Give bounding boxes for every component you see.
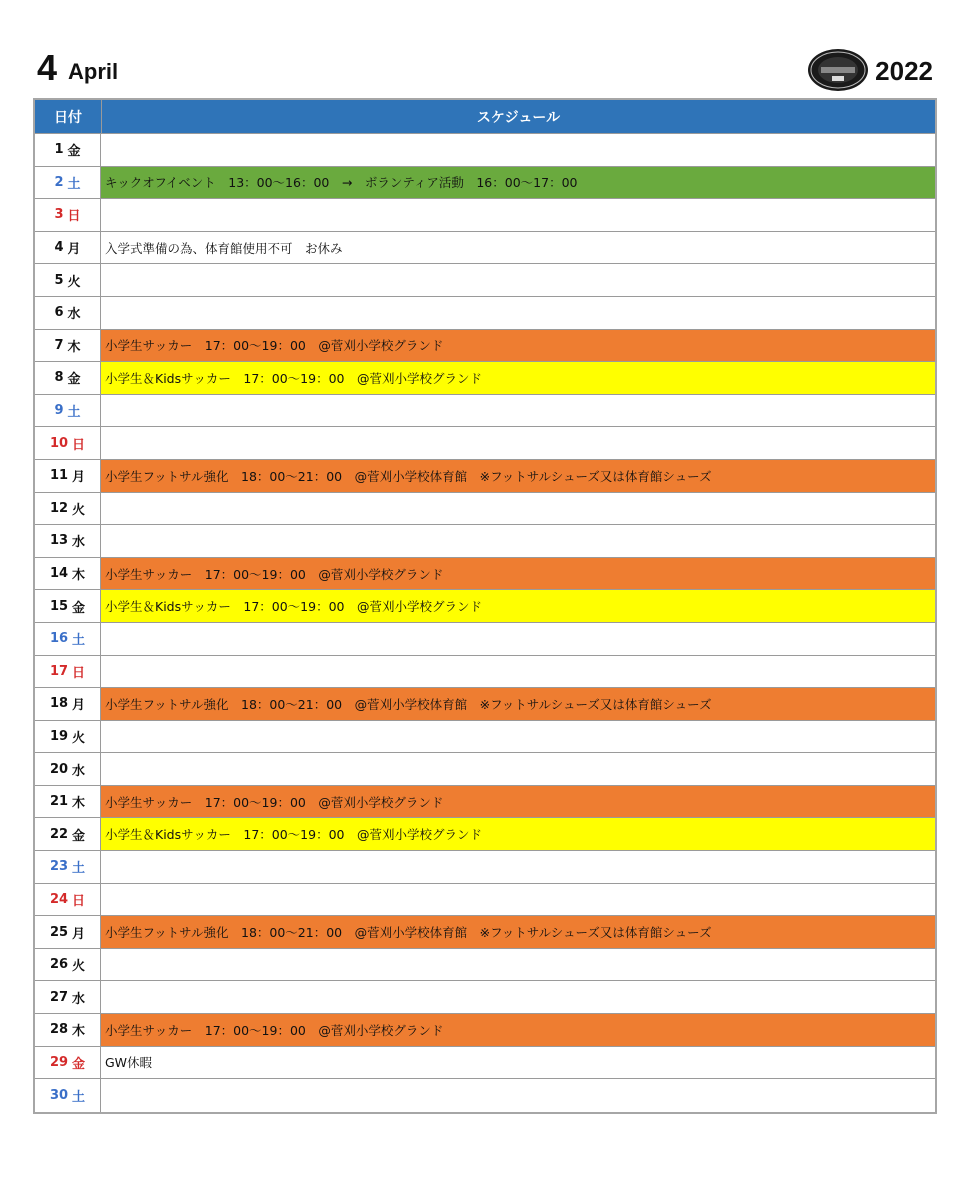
club-emblem-icon <box>807 48 869 92</box>
day-number: 6 <box>54 305 64 321</box>
page-header <box>33 44 935 98</box>
schedule-cell: 小学生フットサル強化 18：00〜21：00 @菅刈小学校体育館 ※フットサルシューズ又は体育館シューズ <box>101 916 935 948</box>
schedule-cell <box>101 851 935 883</box>
table-row <box>35 884 935 917</box>
day-of-week: 火 <box>72 730 86 746</box>
day-number: 17 <box>49 663 69 679</box>
schedule-cell <box>101 134 935 166</box>
table-row <box>35 590 935 623</box>
date-cell <box>35 916 101 948</box>
table-row <box>35 167 935 200</box>
schedule-cell <box>101 721 935 753</box>
day-of-week: 月 <box>72 698 86 714</box>
schedule-cell: 小学生サッカー 17：00〜19：00 @菅刈小学校グランド <box>101 786 935 818</box>
table-row <box>35 656 935 689</box>
schedule-cell <box>101 1079 935 1112</box>
day-number: 1 <box>54 142 64 158</box>
day-number: 24 <box>49 891 69 907</box>
date-cell <box>35 134 101 166</box>
day-of-week: 水 <box>72 535 86 551</box>
month-name: April <box>68 59 119 84</box>
day-number: 9 <box>54 403 64 419</box>
day-number: 5 <box>54 272 64 288</box>
table-body <box>35 134 935 1112</box>
day-of-week: 火 <box>72 959 86 975</box>
schedule-cell <box>101 297 935 329</box>
day-of-week: 水 <box>67 307 81 323</box>
date-cell <box>35 297 101 329</box>
date-cell <box>35 818 101 850</box>
table-row <box>35 688 935 721</box>
date-cell <box>35 949 101 981</box>
day-number: 14 <box>49 566 69 582</box>
schedule-cell <box>101 981 935 1013</box>
year: 2022 <box>875 56 933 86</box>
day-of-week: 土 <box>72 861 86 877</box>
schedule-cell <box>101 949 935 981</box>
schedule-cell: 小学生サッカー 17：00〜19：00 @菅刈小学校グランド <box>101 558 935 590</box>
day-of-week: 火 <box>72 502 86 518</box>
schedule-cell <box>101 427 935 459</box>
day-number: 15 <box>49 598 69 614</box>
date-cell <box>35 753 101 785</box>
day-of-week: 木 <box>72 796 86 812</box>
schedule-cell: 小学生＆Kidsサッカー 17：00〜19：00 @菅刈小学校グランド <box>101 818 935 850</box>
date-cell <box>35 1014 101 1046</box>
day-of-week: 木 <box>72 568 86 584</box>
table-row <box>35 264 935 297</box>
day-number: 20 <box>49 761 69 777</box>
table-row <box>35 362 935 395</box>
schedule-cell: 小学生サッカー 17：00〜19：00 @菅刈小学校グランド <box>101 330 935 362</box>
schedule-cell <box>101 395 935 427</box>
date-cell <box>35 884 101 916</box>
date-cell <box>35 590 101 622</box>
day-of-week: 火 <box>67 274 81 290</box>
day-number: 25 <box>49 924 69 940</box>
date-cell <box>35 167 101 199</box>
date-cell <box>35 362 101 394</box>
table-row <box>35 818 935 851</box>
day-of-week: 水 <box>72 763 86 779</box>
schedule-cell: キックオフイベント 13：00〜16：00 → ボランティア活動 16：00〜17：00 <box>101 167 935 199</box>
date-cell <box>35 264 101 296</box>
day-of-week: 水 <box>72 991 86 1007</box>
day-of-week: 金 <box>72 1056 86 1072</box>
day-number: 12 <box>49 500 69 516</box>
day-of-week: 金 <box>72 600 86 616</box>
date-cell <box>35 981 101 1013</box>
table-row <box>35 232 935 265</box>
schedule-cell <box>101 656 935 688</box>
date-cell <box>35 851 101 883</box>
month-number: 4 <box>37 47 58 88</box>
date-cell <box>35 1047 101 1079</box>
day-of-week: 日 <box>72 665 86 681</box>
date-cell <box>35 493 101 525</box>
day-of-week: 土 <box>72 633 86 649</box>
day-of-week: 日 <box>67 209 81 225</box>
day-number: 28 <box>49 1022 69 1038</box>
date-cell <box>35 558 101 590</box>
day-number: 4 <box>54 240 64 256</box>
day-of-week: 土 <box>67 176 81 192</box>
schedule-cell: 小学生フットサル強化 18：00〜21：00 @菅刈小学校体育館 ※フットサルシューズ又は体育館シューズ <box>101 460 935 492</box>
schedule-cell <box>101 623 935 655</box>
day-of-week: 土 <box>67 405 81 421</box>
day-of-week: 土 <box>72 1090 86 1106</box>
schedule-cell: 小学生フットサル強化 18：00〜21：00 @菅刈小学校体育館 ※フットサルシューズ又は体育館シューズ <box>101 688 935 720</box>
day-of-week: 金 <box>67 144 81 160</box>
day-of-week: 木 <box>67 339 81 355</box>
table-row <box>35 460 935 493</box>
day-number: 16 <box>49 631 69 647</box>
day-number: 23 <box>49 859 69 875</box>
day-number: 8 <box>54 370 64 386</box>
table-row <box>35 395 935 428</box>
schedule-cell: 入学式準備の為、体育館使用不可 お休み <box>105 240 343 256</box>
table-row <box>35 1014 935 1047</box>
date-cell <box>35 1079 101 1112</box>
day-number: 18 <box>49 696 69 712</box>
date-cell <box>35 460 101 492</box>
table-row <box>35 525 935 558</box>
schedule-cell: 小学生＆Kidsサッカー 17：00〜19：00 @菅刈小学校グランド <box>101 362 935 394</box>
table-row <box>35 623 935 656</box>
table-row <box>35 721 935 754</box>
day-of-week: 金 <box>72 828 86 844</box>
date-cell <box>35 427 101 459</box>
table-row <box>35 981 935 1014</box>
schedule-cell <box>101 884 935 916</box>
table-row <box>35 427 935 460</box>
schedule-cell: GW休暇 <box>105 1055 153 1071</box>
schedule-cell <box>101 493 935 525</box>
schedule-cell <box>101 264 935 296</box>
day-number: 7 <box>54 337 64 353</box>
day-of-week: 月 <box>72 470 86 486</box>
schedule-cell <box>101 199 935 231</box>
table-row <box>35 916 935 949</box>
day-number: 19 <box>49 728 69 744</box>
day-number: 29 <box>49 1054 69 1070</box>
date-cell <box>35 623 101 655</box>
schedule-table <box>33 98 937 1114</box>
schedule-cell <box>101 525 935 557</box>
date-column-header: 日付 <box>35 100 102 133</box>
date-cell <box>35 330 101 362</box>
day-of-week: 日 <box>72 893 86 909</box>
table-row <box>35 753 935 786</box>
day-number: 27 <box>49 989 69 1005</box>
table-row <box>35 1047 935 1080</box>
schedule-cell: 小学生サッカー 17：00〜19：00 @菅刈小学校グランド <box>101 1014 935 1046</box>
day-of-week: 月 <box>72 926 86 942</box>
day-number: 2 <box>54 174 64 190</box>
schedule-cell <box>101 753 935 785</box>
date-cell <box>35 721 101 753</box>
table-row <box>35 134 935 167</box>
schedule-cell: 小学生＆Kidsサッカー 17：00〜19：00 @菅刈小学校グランド <box>101 590 935 622</box>
table-row <box>35 297 935 330</box>
day-of-week: 月 <box>67 242 81 258</box>
date-cell <box>35 395 101 427</box>
table-row <box>35 558 935 591</box>
day-of-week: 木 <box>72 1024 86 1040</box>
day-number: 30 <box>49 1088 69 1104</box>
table-row <box>35 851 935 884</box>
date-cell <box>35 688 101 720</box>
day-of-week: 日 <box>72 437 86 453</box>
table-row <box>35 199 935 232</box>
date-cell <box>35 525 101 557</box>
table-row <box>35 786 935 819</box>
table-row <box>35 330 935 363</box>
date-cell <box>35 786 101 818</box>
day-number: 22 <box>49 826 69 842</box>
table-header <box>35 100 935 134</box>
day-number: 26 <box>49 957 69 973</box>
day-number: 3 <box>54 207 64 223</box>
table-row <box>35 1079 935 1112</box>
table-row <box>35 949 935 982</box>
schedule-column-header: スケジュール <box>476 109 561 126</box>
day-of-week: 金 <box>67 372 81 388</box>
day-number: 11 <box>49 468 69 484</box>
date-cell <box>35 199 101 231</box>
day-number: 21 <box>49 794 69 810</box>
date-cell <box>35 656 101 688</box>
date-cell <box>35 232 101 264</box>
day-number: 10 <box>49 435 69 451</box>
table-row <box>35 493 935 526</box>
day-number: 13 <box>49 533 69 549</box>
